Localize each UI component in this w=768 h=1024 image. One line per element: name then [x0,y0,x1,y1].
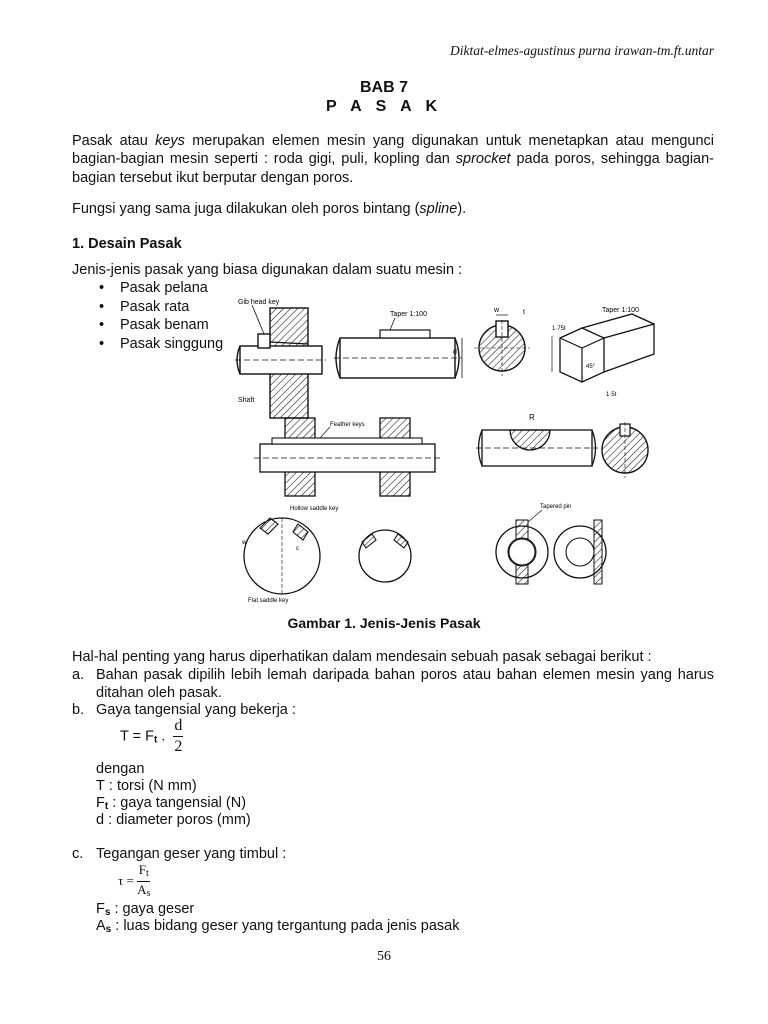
item-a-letter: a. [72,667,85,683]
torque-fraction-num: d [173,716,183,737]
shear-fraction [137,862,150,900]
gib-head-key-label: Gib head key [238,299,280,306]
design-lead: Hal-hal penting yang harus diperhatikan dalam mendesain sebuah pasak sebagai berikut : [72,649,652,665]
key-types-figure [230,298,670,608]
def-text: : gaya tangensial (N) [108,795,247,811]
section-heading: 1. Desain Pasak [72,236,182,252]
gib-head-key-drawing [235,299,326,418]
width-label-2: w [242,540,247,546]
list-item: • Pasak benam [96,316,223,335]
def-symbol: A [96,918,106,934]
def-text: : gaya geser [110,901,195,917]
taper-label: Taper 1:100 [390,311,427,318]
intro-paragraph [72,132,714,187]
spline-term: spline [419,201,458,217]
torque-formula-dot: . [157,728,166,745]
sunk-key-section [474,307,530,376]
feather-keys-label: Feather keys [330,422,365,428]
figure-caption: Gambar 1. Jenis-Jenis Pasak [287,615,481,631]
intro-term-sprocket: sprocket [455,151,511,168]
section-lead: Jenis-jenis pasak yang biasa digunakan dalam suatu mesin : [72,262,463,278]
radius-label: R [529,413,535,422]
dim-175t-label: 1·75t [552,326,566,332]
c-label: c [296,546,299,552]
def-text: : diameter poros (mm) [104,812,251,828]
tapered-pin-label: Tapered pin [540,504,572,510]
item-c-letter: c. [72,846,84,862]
item-a-text: Bahan pasak dipilih lebih lemah daripada bahan poros atau bahan elemen mesin yang harus ditahan oleh pasak. [96,667,714,702]
width-label: w [494,307,500,314]
torque-fraction-den: 2 [174,738,183,756]
dengan-label: dengan [96,761,145,777]
def-sub: t [104,801,109,812]
angle-label: 45° [586,364,596,370]
torque-formula-lhs: T = F [120,728,154,745]
def-symbol: d [96,812,105,828]
list-item: • Pasak rata [96,298,223,317]
def-text: : luas bidang geser yang tergantung pada jenis pasak [111,918,460,934]
def-sub: s [105,924,112,935]
diameter-label: d [453,349,457,356]
def-text: : torsi (N mm) [104,778,197,794]
spline-text-2: ). [457,201,467,217]
shear-formula-lhs: τ = [118,872,134,888]
torque-fraction [173,716,183,758]
shear-formula [118,862,150,900]
item-c-text: Tegangan geser yang timbul : [96,846,287,862]
feather-key-drawing [254,418,440,496]
round-key-section [602,422,648,478]
def-symbol: T [96,778,105,794]
page-number: 56 [377,949,391,964]
def-symbol: F [96,901,105,917]
item-b-letter: b. [72,702,85,718]
key-types-list [96,279,223,353]
woodruff-key-drawing [476,413,598,466]
saddle-key-drawing [241,506,338,604]
intro-term-keys: keys [155,133,185,149]
header-note: Diktat-elmes-agustinus purna irawan-tm.ft.untar [450,43,714,58]
hollow-saddle-key-label: Hollow saddle key [290,506,339,512]
taper-right-label: Taper 1:100 [602,307,639,314]
taper-key-drawing [334,311,462,378]
intro-text-2: merupakan elemen mesin yang digunakan untuk menetapkan atau mengunci bagian-bagian mesin seperti : roda gigi, puli, kopling dan [72,133,714,168]
shaft-label: Shaft [238,397,255,404]
shear-fraction-num-sub: t [145,868,149,879]
gib-key-isometric [552,307,654,398]
spline-paragraph [72,200,714,218]
spline-text-1: Fungsi yang sama juga dilakukan oleh poros bintang ( [72,201,420,217]
flat-saddle-key-label: Flat saddle key [248,598,289,604]
def-symbol: F [96,795,105,811]
list-item: • Pasak pelana [96,279,223,298]
torque-formula [120,716,183,758]
intro-text-3: pada poros, sehingga bagian-bagian tersebut ikut berputar dengan poros. [72,151,715,186]
tangent-key-section [359,530,411,582]
dim-15t-label: 1·5t [606,392,617,398]
list-item: • Pasak singgung [96,335,223,354]
intro-text-1: Pasak atau [72,133,156,149]
definition-row [96,917,714,937]
torque-formula-sub: t [153,734,158,746]
item-b-text: Gaya tangensial yang bekerja : [96,702,296,718]
def-sub: s [104,907,111,918]
shear-fraction-num: F [138,862,146,877]
definition-row [96,811,714,831]
chapter-number: BAB 7 [359,79,408,96]
shear-fraction-den: A [137,881,147,897]
chapter-title: P A S A K [325,98,443,115]
shear-fraction-den-sub: s [146,887,151,899]
thickness-label: t [523,309,525,316]
tapered-pin-drawing [496,504,606,584]
